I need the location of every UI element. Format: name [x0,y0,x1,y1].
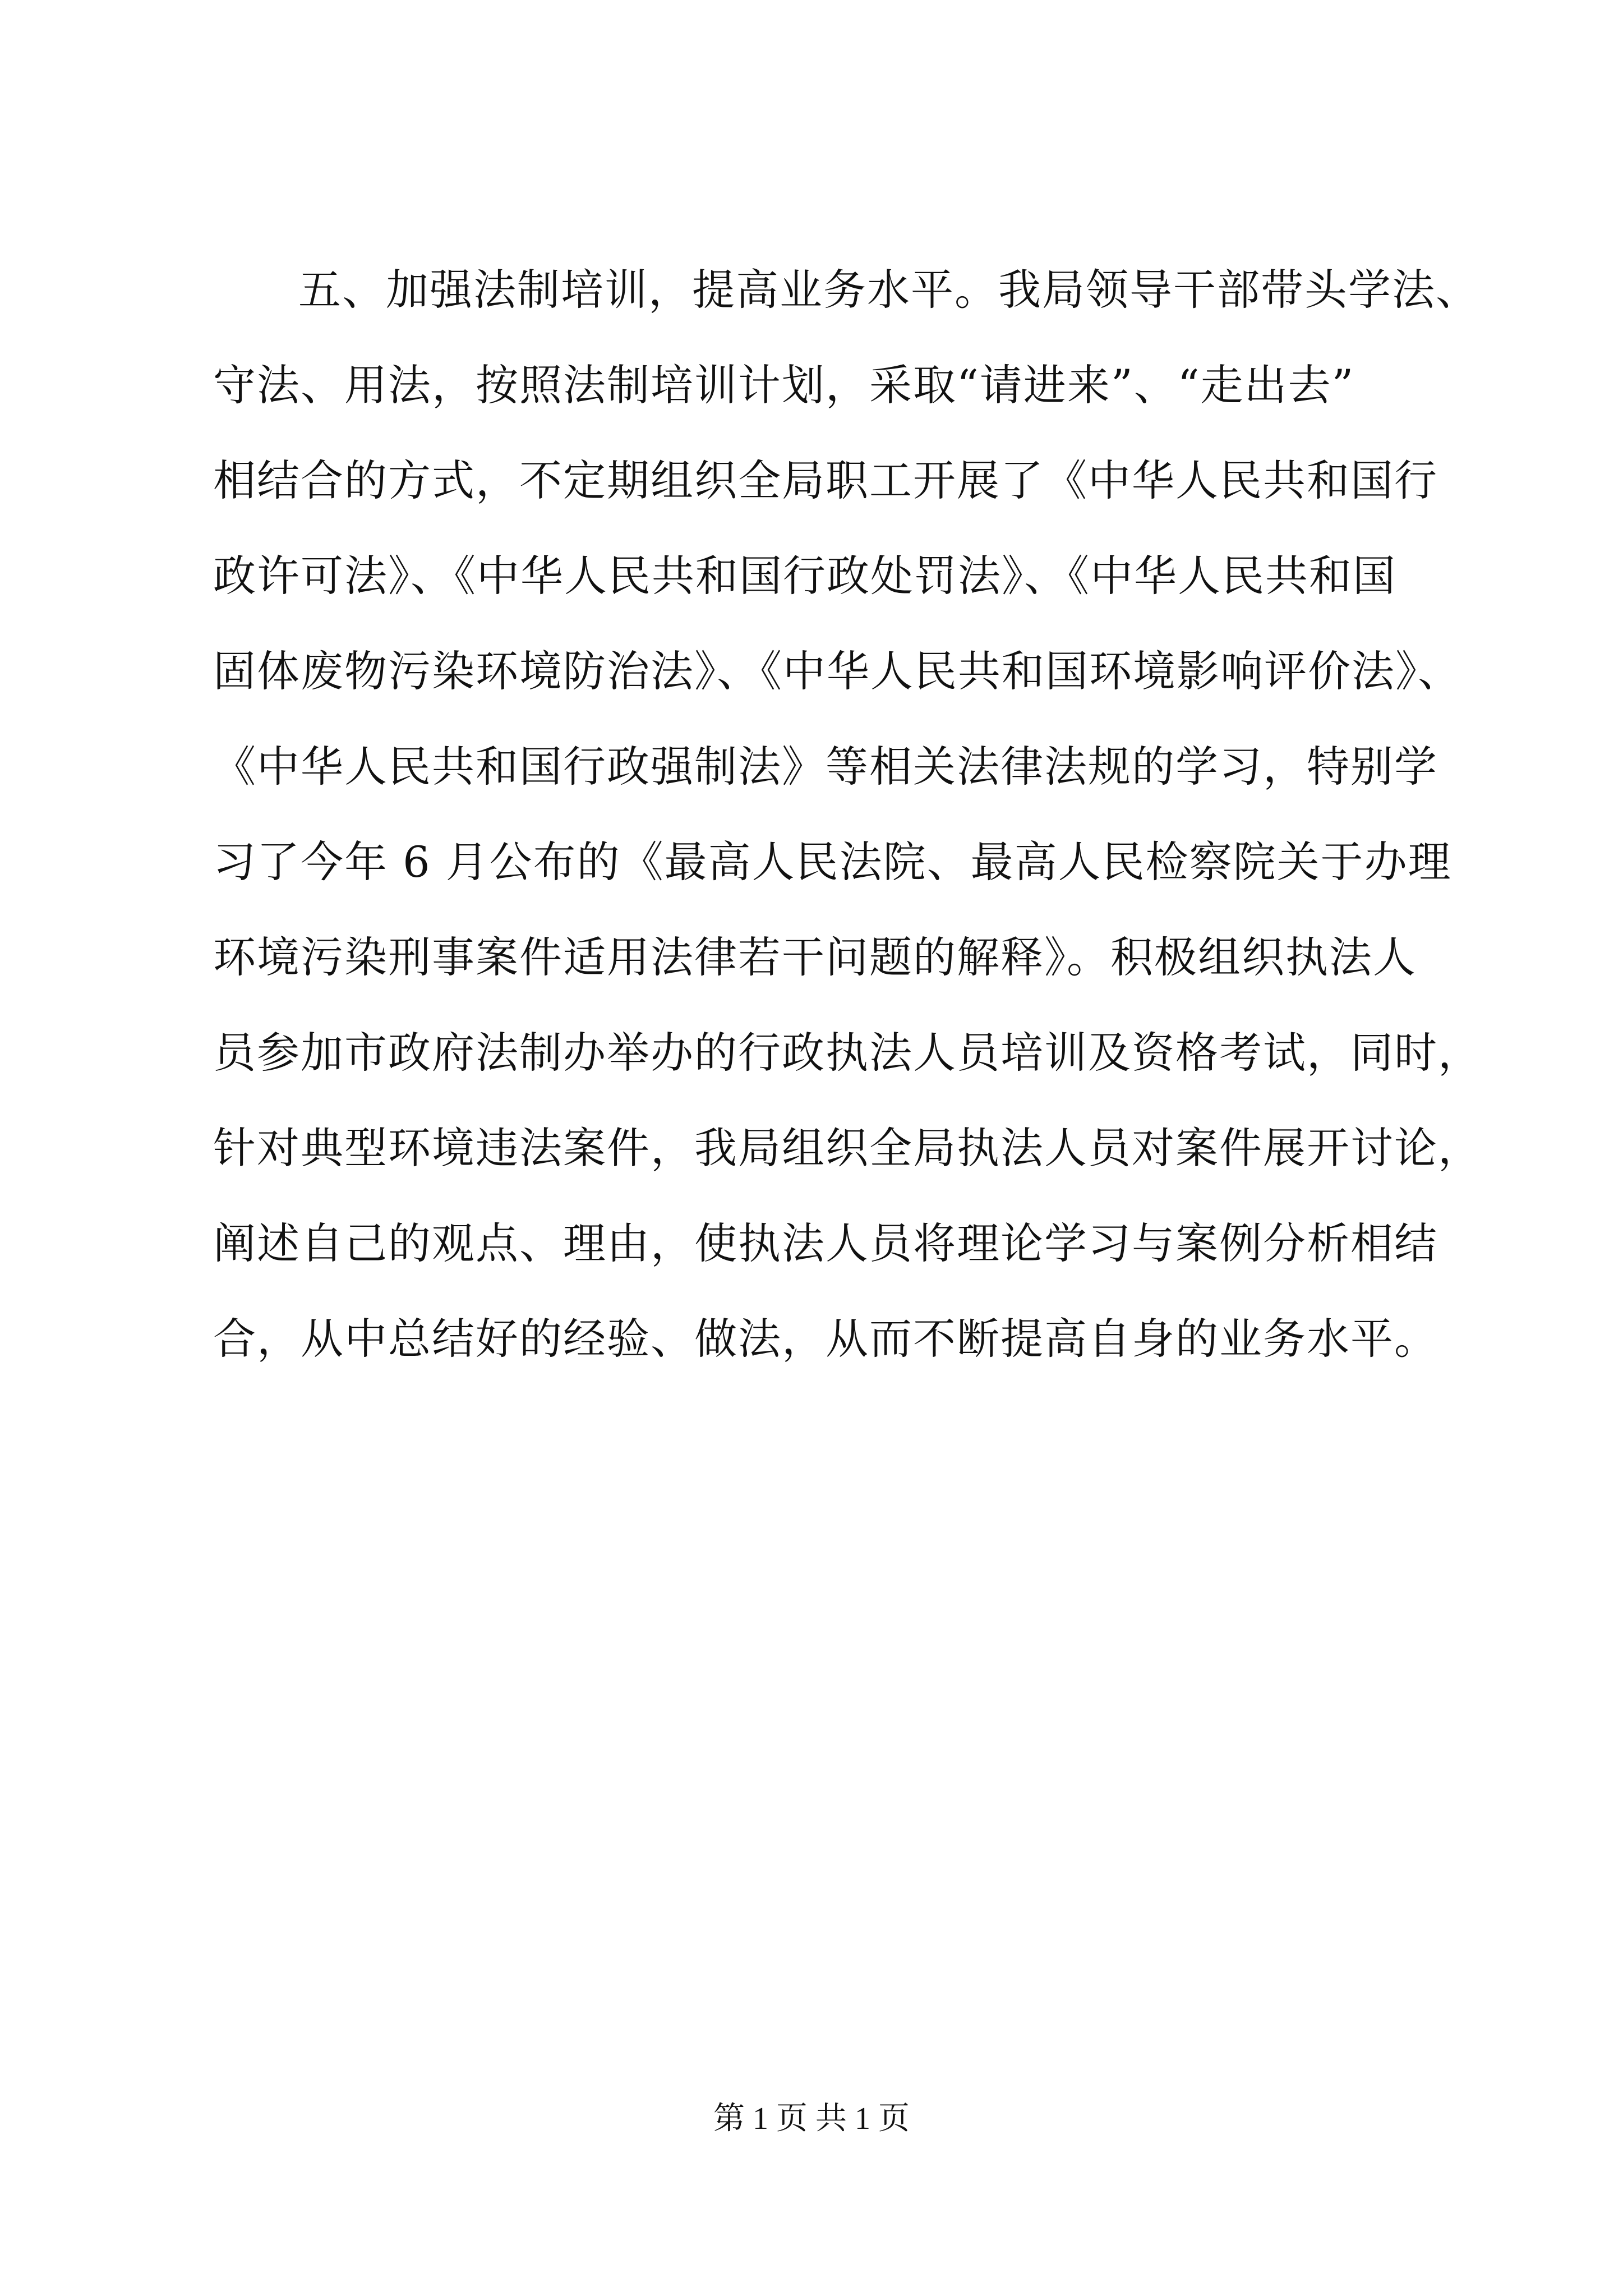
paragraph-line: 合，从中总结好的经验、做法，从而不断提高自身的业务水平。 [213,1314,1438,1364]
paragraph-line: 环境污染刑事案件适用法律若干问题的解释》。积极组织执法人 [213,932,1417,982]
body-paragraph [213,263,1481,1366]
paragraph-line: 针对典型环境违法案件，我局组织全局执法人员对案件展开讨论， [213,1123,1482,1173]
paragraph-line: 习了今年 6 月公布的《最高人民法院、最高人民检察院关于办理 [213,837,1452,887]
paragraph-line: 阐述自己的观点、理由，使执法人员将理论学习与案例分析相结 [213,1218,1438,1268]
paragraph-line: 员参加市政府法制办举办的行政执法人员培训及资格考试，同时， [213,1028,1482,1078]
page-number-footer: 第 1 页 共 1 页 [713,2101,910,2136]
paragraph-line: 政许可法》、《中华人民共和国行政处罚法》、《中华人民共和国 [213,551,1396,601]
paragraph-line: 《中华人民共和国行政强制法》等相关法律法规的学习，特别学 [213,742,1438,792]
paragraph-line: 守法、用法，按照法制培训计划，采取“请进来”、“走出去” [213,360,1355,410]
paragraph-line: 固体废物污染环境防治法》、《中华人民共和国环境影响评价法》、 [213,646,1461,696]
paragraph-line: 五、加强法制培训，提高业务水平。我局领导干部带头学法、 [298,265,1479,315]
paragraph-line: 相结合的方式，不定期组织全局职工开展了《中华人民共和国行 [213,455,1438,505]
